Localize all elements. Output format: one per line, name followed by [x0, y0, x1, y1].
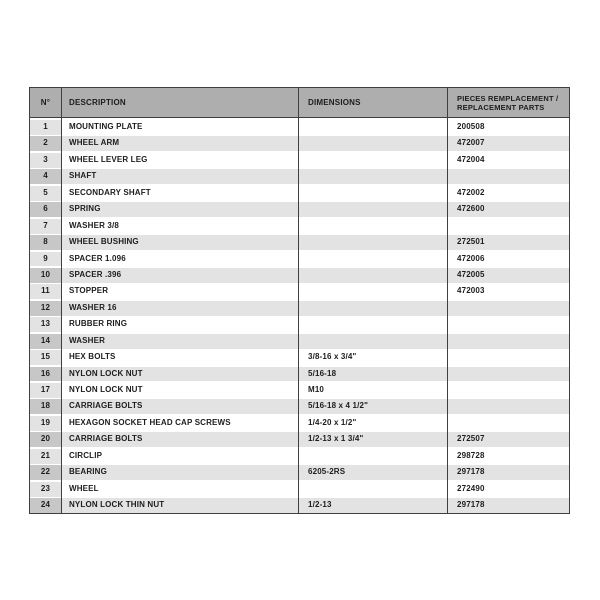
row-description: CARRIAGE BOLTS	[61, 399, 298, 414]
table-header-row	[30, 88, 569, 118]
row-number: 13	[30, 317, 61, 332]
row-description: SHAFT	[61, 169, 298, 184]
table-row	[30, 235, 569, 250]
row-description: WASHER 3/8	[61, 219, 298, 234]
table-row	[30, 186, 569, 201]
row-number: 24	[30, 498, 61, 513]
row-description: MOUNTING PLATE	[61, 120, 298, 135]
column-header-parts	[447, 94, 569, 112]
table-row	[30, 202, 569, 217]
row-dimensions: 1/4-20 x 1/2"	[298, 416, 447, 431]
row-number: 12	[30, 301, 61, 316]
row-part-number	[447, 416, 569, 431]
row-dimensions	[298, 317, 447, 332]
row-part-number: 272501	[447, 235, 569, 250]
table-row	[30, 169, 569, 184]
row-part-number: 272507	[447, 432, 569, 447]
row-number: 21	[30, 449, 61, 464]
row-description: WHEEL	[61, 482, 298, 497]
table-row	[30, 498, 569, 513]
table-row	[30, 268, 569, 283]
table-row	[30, 350, 569, 365]
row-dimensions	[298, 334, 447, 349]
row-dimensions	[298, 301, 447, 316]
row-dimensions: 5/16-18	[298, 367, 447, 382]
row-description: HEXAGON SOCKET HEAD CAP SCREWS	[61, 416, 298, 431]
row-number: 4	[30, 169, 61, 184]
table-row	[30, 301, 569, 316]
row-number: 3	[30, 153, 61, 168]
column-header-dimensions: DIMENSIONS	[308, 98, 361, 107]
row-dimensions	[298, 169, 447, 184]
row-number: 5	[30, 186, 61, 201]
row-number: 18	[30, 399, 61, 414]
column-divider	[447, 88, 448, 513]
row-description: WHEEL LEVER LEG	[61, 153, 298, 168]
row-number: 15	[30, 350, 61, 365]
row-description: WASHER	[61, 334, 298, 349]
row-description: HEX BOLTS	[61, 350, 298, 365]
row-description: SECONDARY SHAFT	[61, 186, 298, 201]
row-dimensions: 5/16-18 x 4 1/2"	[298, 399, 447, 414]
replacement-parts-table	[29, 87, 570, 514]
row-part-number: 298728	[447, 449, 569, 464]
row-part-number: 272490	[447, 482, 569, 497]
row-dimensions	[298, 219, 447, 234]
table-body	[30, 118, 569, 513]
table-row	[30, 153, 569, 168]
row-number: 20	[30, 432, 61, 447]
row-part-number	[447, 169, 569, 184]
row-dimensions	[298, 153, 447, 168]
row-description: NYLON LOCK NUT	[61, 367, 298, 382]
row-dimensions	[298, 202, 447, 217]
column-header-number: N°	[40, 98, 51, 107]
row-description: WHEEL BUSHING	[61, 235, 298, 250]
row-description: WASHER 16	[61, 301, 298, 316]
row-number: 19	[30, 416, 61, 431]
row-description: SPACER .396	[61, 268, 298, 283]
table-row	[30, 334, 569, 349]
row-number: 23	[30, 482, 61, 497]
row-part-number	[447, 317, 569, 332]
row-description: NYLON LOCK NUT	[61, 383, 298, 398]
table-row	[30, 449, 569, 464]
row-part-number: 200508	[447, 120, 569, 135]
row-part-number: 472004	[447, 153, 569, 168]
row-dimensions: 1/2-13	[298, 498, 447, 513]
row-part-number: 297178	[447, 465, 569, 480]
table-row	[30, 317, 569, 332]
row-description: BEARING	[61, 465, 298, 480]
row-dimensions	[298, 186, 447, 201]
column-header-parts-line1: PIECES REMPLACEMENT /	[457, 93, 559, 103]
table-row	[30, 416, 569, 431]
row-number: 14	[30, 334, 61, 349]
row-number: 22	[30, 465, 61, 480]
row-number: 7	[30, 219, 61, 234]
row-dimensions: 1/2-13 x 1 3/4"	[298, 432, 447, 447]
row-number: 8	[30, 235, 61, 250]
table-row	[30, 120, 569, 135]
row-number: 16	[30, 367, 61, 382]
row-part-number	[447, 219, 569, 234]
row-part-number: 297178	[447, 498, 569, 513]
row-dimensions	[298, 136, 447, 151]
row-dimensions	[298, 482, 447, 497]
table-row	[30, 399, 569, 414]
row-part-number	[447, 383, 569, 398]
column-header-parts-line2: REPLACEMENT PARTS	[457, 102, 545, 112]
table-row	[30, 284, 569, 299]
row-number: 17	[30, 383, 61, 398]
column-header-description: DESCRIPTION	[69, 98, 126, 107]
row-description: SPACER 1.096	[61, 252, 298, 267]
row-dimensions	[298, 235, 447, 250]
row-number: 9	[30, 252, 61, 267]
row-part-number: 472600	[447, 202, 569, 217]
table-row	[30, 432, 569, 447]
row-part-number	[447, 350, 569, 365]
row-part-number	[447, 334, 569, 349]
table-row	[30, 383, 569, 398]
row-dimensions: M10	[298, 383, 447, 398]
row-description: CARRIAGE BOLTS	[61, 432, 298, 447]
row-description: STOPPER	[61, 284, 298, 299]
row-dimensions	[298, 284, 447, 299]
row-dimensions: 6205-2RS	[298, 465, 447, 480]
row-part-number	[447, 301, 569, 316]
row-number: 11	[30, 284, 61, 299]
row-description: NYLON LOCK THIN NUT	[61, 498, 298, 513]
table-row	[30, 252, 569, 267]
column-divider	[61, 88, 62, 513]
row-part-number: 472007	[447, 136, 569, 151]
row-description: SPRING	[61, 202, 298, 217]
row-part-number: 472003	[447, 284, 569, 299]
table-row	[30, 219, 569, 234]
row-part-number	[447, 399, 569, 414]
row-dimensions	[298, 268, 447, 283]
row-part-number: 472005	[447, 268, 569, 283]
row-dimensions: 3/8-16 x 3/4"	[298, 350, 447, 365]
row-dimensions	[298, 252, 447, 267]
table-row	[30, 482, 569, 497]
row-part-number	[447, 367, 569, 382]
column-divider	[298, 88, 299, 513]
table-row	[30, 465, 569, 480]
table-row	[30, 367, 569, 382]
row-number: 2	[30, 136, 61, 151]
row-part-number: 472006	[447, 252, 569, 267]
table-row	[30, 136, 569, 151]
row-dimensions	[298, 120, 447, 135]
row-description: WHEEL ARM	[61, 136, 298, 151]
row-part-number: 472002	[447, 186, 569, 201]
row-number: 10	[30, 268, 61, 283]
row-number: 6	[30, 202, 61, 217]
row-description: RUBBER RING	[61, 317, 298, 332]
row-number: 1	[30, 120, 61, 135]
row-description: CIRCLIP	[61, 449, 298, 464]
row-dimensions	[298, 449, 447, 464]
